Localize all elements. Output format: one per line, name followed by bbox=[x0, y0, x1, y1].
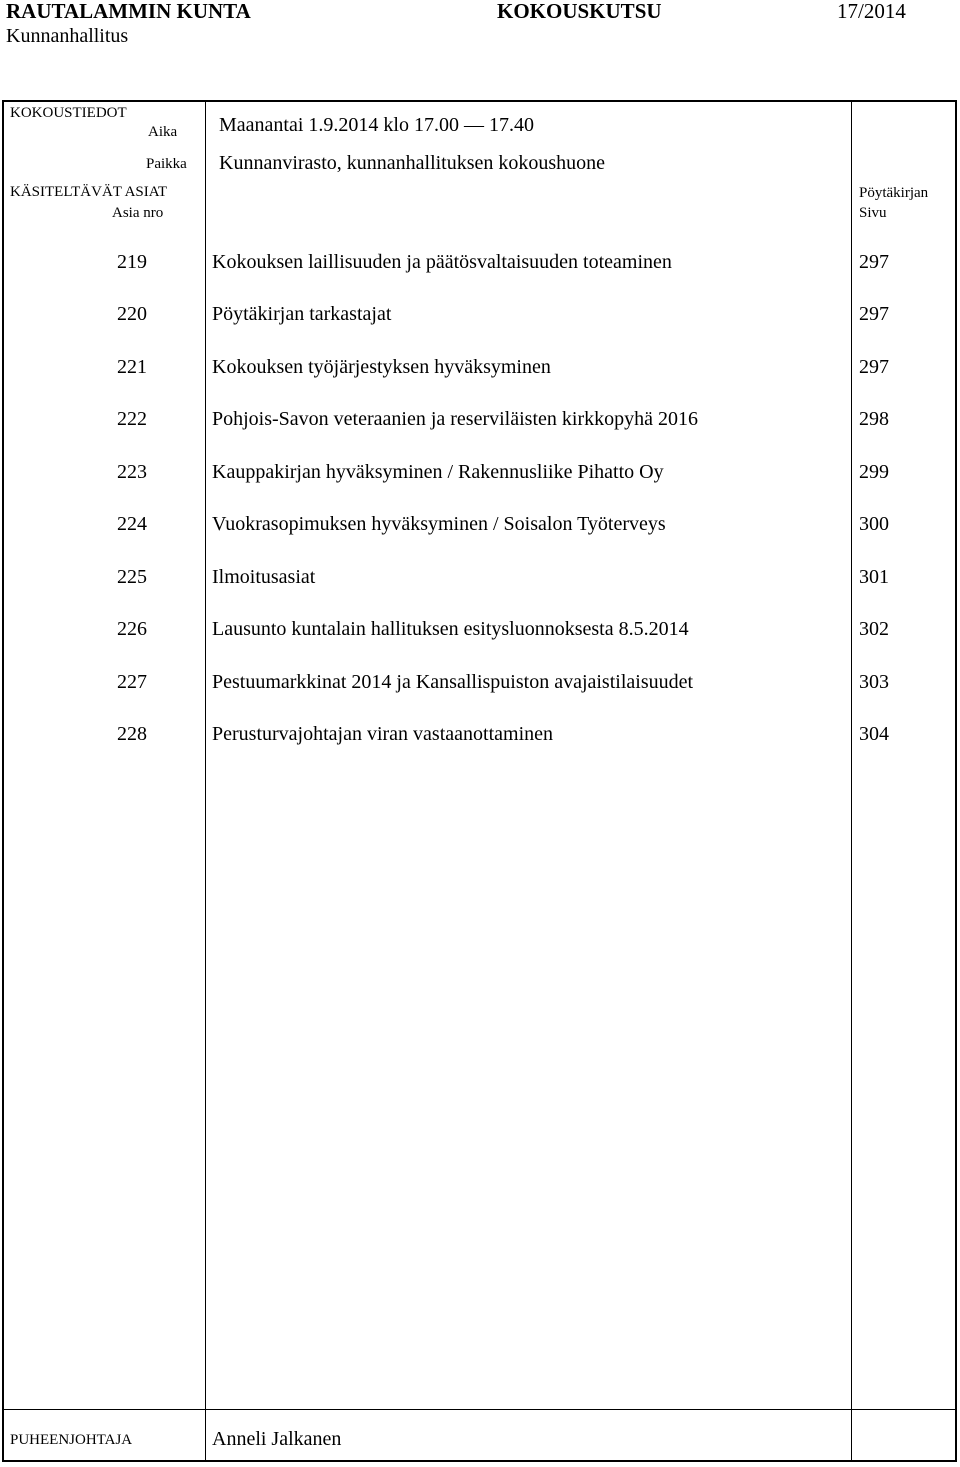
meeting-frame bbox=[2, 100, 957, 1462]
chair-name: Anneli Jalkanen bbox=[212, 1428, 342, 1450]
agenda-title: Ilmoitusasiat bbox=[212, 566, 316, 588]
governing-body: Kunnanhallitus bbox=[6, 25, 129, 47]
agenda-page: 301 bbox=[859, 566, 889, 588]
place-label: Paikka bbox=[146, 156, 187, 172]
agenda-number: 226 bbox=[117, 618, 147, 640]
agenda-page: 297 bbox=[859, 356, 889, 378]
agenda-row bbox=[4, 407, 959, 431]
agenda-title: Lausunto kuntalain hallituksen esitysluonnoksesta 8.5.2014 bbox=[212, 618, 689, 640]
agenda-row bbox=[4, 617, 959, 641]
agenda-row bbox=[4, 302, 959, 326]
agenda-title: Pestuumarkkinat 2014 ja Kansallispuiston avajaistilaisuudet bbox=[212, 671, 694, 693]
agenda-row bbox=[4, 355, 959, 379]
agenda-number: 219 bbox=[117, 251, 147, 273]
agenda-page: 300 bbox=[859, 513, 889, 535]
agenda-row bbox=[4, 250, 959, 274]
agenda-number: 222 bbox=[117, 408, 147, 430]
agenda-row bbox=[4, 512, 959, 536]
agenda-number: 228 bbox=[117, 723, 147, 745]
agenda-number: 224 bbox=[117, 513, 147, 535]
agenda-title: Perusturvajohtajan viran vastaanottaminen bbox=[212, 723, 554, 745]
agenda-number: 225 bbox=[117, 566, 147, 588]
agenda-number-header: Asia nro bbox=[112, 205, 164, 221]
time-label: Aika bbox=[148, 124, 178, 140]
agenda-title: Vuokrasopimuksen hyväksyminen / Soisalon Työterveys bbox=[212, 513, 666, 535]
agenda-row bbox=[4, 565, 959, 589]
footer-divider bbox=[4, 1409, 955, 1410]
agenda-number: 220 bbox=[117, 303, 147, 325]
time-value: Maanantai 1.9.2014 klo 17.00 — 17.40 bbox=[219, 114, 534, 136]
agenda-title: Kokouksen laillisuuden ja päätösvaltaisuuden toteaminen bbox=[212, 251, 672, 273]
agenda-page: 304 bbox=[859, 723, 889, 745]
agenda-row bbox=[4, 670, 959, 694]
document-type: KOKOUSKUTSU bbox=[497, 0, 662, 23]
agenda-page: 298 bbox=[859, 408, 889, 430]
agenda-page: 303 bbox=[859, 671, 889, 693]
agenda-title: Kauppakirjan hyväksyminen / Rakennusliike Pihatto Oy bbox=[212, 461, 664, 483]
agenda-number: 223 bbox=[117, 461, 147, 483]
page-header-line2: Sivu bbox=[859, 205, 887, 221]
chair-label: PUHEENJOHTAJA bbox=[10, 1432, 133, 1448]
organization-name: RAUTALAMMIN KUNTA bbox=[6, 0, 251, 23]
page-header-line1: Pöytäkirjan bbox=[859, 185, 929, 201]
agenda-row bbox=[4, 460, 959, 484]
agenda-number: 227 bbox=[117, 671, 147, 693]
agenda-page: 299 bbox=[859, 461, 889, 483]
agenda-number: 221 bbox=[117, 356, 147, 378]
meeting-info-label: KOKOUSTIEDOT bbox=[10, 105, 127, 121]
agenda-page: 302 bbox=[859, 618, 889, 640]
document-number: 17/2014 bbox=[837, 0, 906, 23]
agenda-title: Pohjois-Savon veteraanien ja reserviläisten kirkkopyhä 2016 bbox=[212, 408, 698, 430]
agenda-title: Kokouksen työjärjestyksen hyväksyminen bbox=[212, 356, 551, 378]
agenda-label: KÄSITELTÄVÄT ASIAT bbox=[10, 184, 168, 200]
agenda-page: 297 bbox=[859, 303, 889, 325]
agenda-title: Pöytäkirjan tarkastajat bbox=[212, 303, 392, 325]
agenda-row bbox=[4, 722, 959, 746]
agenda-page: 297 bbox=[859, 251, 889, 273]
place-value: Kunnanvirasto, kunnanhallituksen kokoushuone bbox=[219, 152, 606, 174]
